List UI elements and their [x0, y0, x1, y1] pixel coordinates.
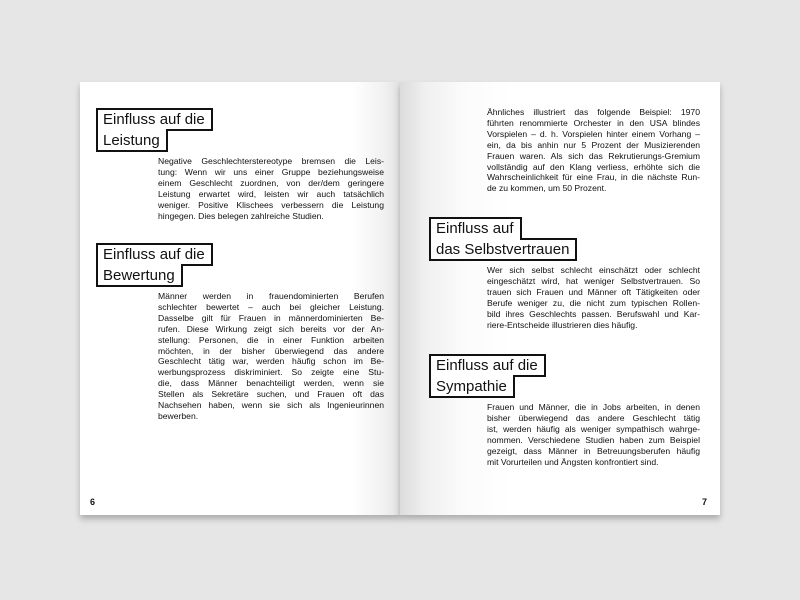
heading-line: Sympathie	[429, 375, 515, 398]
text-line: mit Vorurteilen und Ängsten konfrontiert sind.	[487, 456, 659, 467]
heading-line: Bewertung	[96, 264, 183, 287]
text-line: Männer werden in frauendominierten Berufen	[158, 291, 384, 301]
text-line: ein, da bis anhin nur 5 Prozent der Musizierenden	[487, 139, 700, 150]
text-line: einem Geschlecht zuordnen, von der/dem geringere	[158, 177, 384, 188]
paragraph-selbstvertrauen	[487, 265, 700, 330]
text-line: Wer sich selbst schlecht einschätzt oder schlecht	[487, 265, 700, 275]
text-line: werbungsprozess diskriminiert. So zeigte eine Stu-	[158, 367, 384, 378]
text-line: Leistung erwartet wird, leisten wir auch tatsächlich	[158, 188, 384, 199]
page-number: 7	[702, 497, 708, 507]
text-line: tung: Wenn wir uns einer Gruppe beziehungsweise	[158, 166, 384, 177]
page-number: 6	[90, 497, 96, 507]
heading-bewertung	[96, 243, 213, 287]
heading-selbstvertrauen	[429, 217, 577, 261]
heading-leistung	[96, 108, 213, 152]
text-line: Stellen als Sekretäre suchen, und Frauen oft das	[158, 389, 384, 400]
text-line: de zu kommen, um 50 Prozent.	[487, 183, 607, 194]
text-line: Frauen waren. Als sich das Rekrutierungs-Gremium	[487, 150, 700, 161]
text-line: schlechter bewertet – auch bei gleicher Leistung.	[158, 301, 384, 312]
text-line: hingegen. Dies belegen zahlreiche Studien.	[158, 210, 324, 221]
heading-line: Einfluss auf die	[429, 354, 546, 377]
text-line: bewerben.	[158, 410, 199, 421]
text-line: nommen. Verschiedene Studien haben zum Beispiel	[487, 434, 700, 445]
text-line: gezeigt, dass Männer in Betreuungsberufen häufig	[487, 445, 700, 456]
text-line: rufen. Diese Wirkung zeigt sich bereits vor der An-	[158, 323, 384, 334]
text-line: möchten, in der bisher überwiegend das andere	[158, 345, 384, 356]
text-line: Geschlecht tätig war, werden häufig schon im Be-	[158, 356, 384, 367]
text-line: Ähnliches illustriert das folgende Beispiel: 1970	[487, 107, 700, 117]
heading-line: das Selbstvertrauen	[429, 238, 577, 261]
paragraph-intro	[487, 107, 700, 194]
text-line: Berufe weniger zu, die nicht zum typischen Rollen-	[487, 297, 700, 308]
heading-line: Einfluss auf die	[96, 243, 213, 266]
paragraph-bewertung	[158, 291, 384, 422]
heading-line: Einfluss auf die	[96, 108, 213, 131]
right-page	[400, 82, 720, 515]
heading-line: Leistung	[96, 129, 168, 152]
heading-sympathie	[429, 354, 546, 398]
text-line: Negative Geschlechterstereotype bremsen die Leis-	[158, 156, 384, 166]
text-line: Vorspielen – d. h. Vorspielen hinter einem Vorhang –	[487, 128, 700, 139]
text-line: eingeschätzt wird, hat weniger Selbstvertrauen. So	[487, 275, 700, 286]
text-line: vollständig auf den Klang verliess, erhöhte sich die	[487, 161, 700, 172]
text-line: Wahrscheinlichkeit für eine Frau, in die nächste Run-	[487, 172, 700, 183]
paragraph-leistung	[158, 156, 384, 221]
text-line: bild ihres Geschlechts passen. Berufswahl und Kar-	[487, 308, 700, 319]
text-line: weniger. Positive Klischees verbessern die Leistung	[158, 199, 384, 210]
left-page	[80, 82, 400, 515]
text-line: bisher überwiegend das andere Geschlecht tätig	[487, 412, 700, 423]
text-line: Nachsehen haben, wenn sie sich als Ingenieurinnen	[158, 400, 384, 411]
text-line: ist, werden häufig als weniger sympathisch wahrge-	[487, 423, 700, 434]
text-line: Dasselbe gilt für Frauen in männerdominierten Be-	[158, 312, 384, 323]
text-line: die, dass Männer benachteiligt werden, wenn sie	[158, 378, 384, 389]
paragraph-sympathie	[487, 402, 700, 467]
text-line: führten renommierte Orchester in den USA blindes	[487, 117, 700, 128]
text-line: Frauen und Männer, die in Jobs arbeiten, in denen	[487, 402, 700, 412]
text-line: riere-Entscheide illustrieren dies häufig.	[487, 319, 638, 330]
text-line: stellung: Personen, die in einer Funktion arbeiten	[158, 334, 384, 345]
heading-line: Einfluss auf	[429, 217, 522, 240]
text-line: trauen sich Frauen und Männer oft Tätigkeiten oder	[487, 286, 700, 297]
